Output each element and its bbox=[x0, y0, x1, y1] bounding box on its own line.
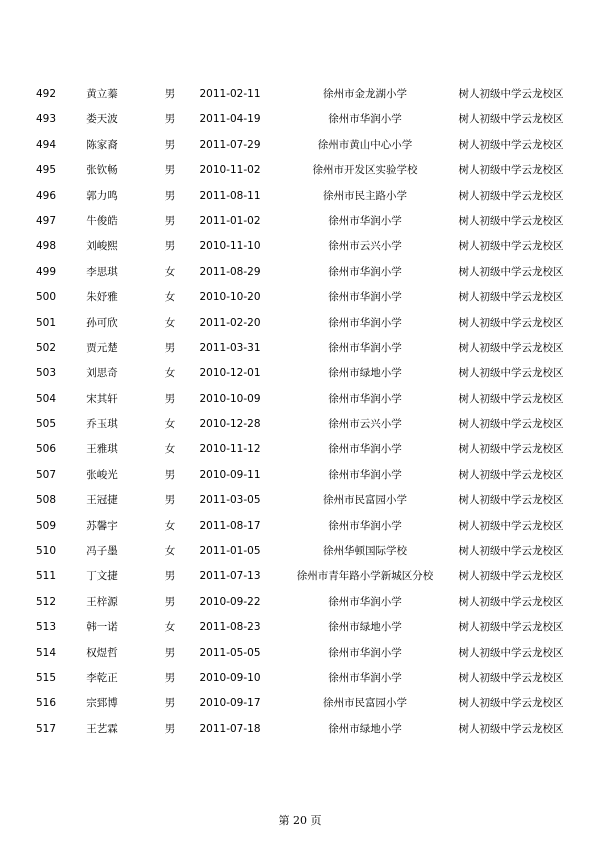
row-number: 517 bbox=[36, 722, 57, 735]
birth-date: 2011-01-02 bbox=[199, 214, 261, 227]
assigned-school: 树人初级中学云龙校区 bbox=[458, 341, 564, 354]
assigned-school: 树人初级中学云龙校区 bbox=[458, 595, 564, 608]
table-row bbox=[0, 717, 600, 742]
assigned-school: 树人初级中学云龙校区 bbox=[458, 545, 564, 558]
row-number: 515 bbox=[36, 671, 57, 684]
student-gender: 女 bbox=[164, 519, 176, 532]
row-number: 507 bbox=[36, 468, 57, 481]
birth-date: 2011-07-29 bbox=[199, 138, 261, 151]
primary-school: 徐州市华润小学 bbox=[328, 595, 402, 608]
birth-date: 2011-08-11 bbox=[199, 189, 261, 202]
student-gender: 女 bbox=[164, 443, 176, 456]
birth-date: 2010-11-02 bbox=[199, 164, 261, 177]
student-gender: 男 bbox=[164, 164, 176, 177]
table-row bbox=[0, 133, 600, 158]
birth-date: 2010-10-20 bbox=[199, 291, 261, 304]
table-row bbox=[0, 641, 600, 666]
row-number: 495 bbox=[36, 164, 57, 177]
student-name: 丁文捷 bbox=[86, 570, 118, 583]
row-number: 506 bbox=[36, 443, 57, 456]
primary-school: 徐州市华润小学 bbox=[328, 519, 402, 532]
student-gender: 女 bbox=[164, 291, 176, 304]
student-gender: 女 bbox=[164, 316, 176, 329]
row-number: 500 bbox=[36, 291, 57, 304]
assigned-school: 树人初级中学云龙校区 bbox=[458, 291, 564, 304]
row-number: 516 bbox=[36, 697, 57, 710]
student-name: 牛俊皓 bbox=[86, 214, 118, 227]
row-number: 510 bbox=[36, 545, 57, 558]
assigned-school: 树人初级中学云龙校区 bbox=[458, 697, 564, 710]
birth-date: 2011-04-19 bbox=[199, 113, 261, 126]
birth-date: 2010-11-10 bbox=[199, 240, 261, 253]
birth-date: 2011-01-05 bbox=[199, 545, 261, 558]
student-name: 韩一诺 bbox=[86, 621, 118, 634]
table-row bbox=[0, 412, 600, 437]
row-number: 508 bbox=[36, 494, 57, 507]
birth-date: 2011-08-29 bbox=[199, 265, 261, 278]
assigned-school: 树人初级中学云龙校区 bbox=[458, 443, 564, 456]
student-gender: 男 bbox=[164, 392, 176, 405]
student-name: 孙可欣 bbox=[86, 316, 118, 329]
student-name: 黄立蓁 bbox=[86, 88, 118, 100]
assigned-school: 树人初级中学云龙校区 bbox=[458, 240, 564, 253]
student-gender: 男 bbox=[164, 595, 176, 608]
primary-school: 徐州市金龙湖小学 bbox=[323, 88, 407, 100]
primary-school: 徐州市开发区实验学校 bbox=[312, 164, 418, 177]
table-row bbox=[0, 539, 600, 564]
primary-school: 徐州市华润小学 bbox=[328, 392, 402, 405]
student-gender: 男 bbox=[164, 697, 176, 710]
row-number: 496 bbox=[36, 189, 57, 202]
student-gender: 男 bbox=[164, 570, 176, 583]
assigned-school: 树人初级中学云龙校区 bbox=[458, 214, 564, 227]
table-row bbox=[0, 615, 600, 640]
row-number: 497 bbox=[36, 214, 57, 227]
row-number: 509 bbox=[36, 519, 57, 532]
birth-date: 2011-03-05 bbox=[199, 494, 261, 507]
birth-date: 2011-08-23 bbox=[199, 621, 261, 634]
student-name: 郭力鸣 bbox=[86, 189, 118, 202]
assigned-school: 树人初级中学云龙校区 bbox=[458, 722, 564, 735]
page-number: 第 20 页 bbox=[278, 814, 322, 827]
primary-school: 徐州市青年路小学新城区分校 bbox=[296, 570, 434, 583]
table-row bbox=[0, 691, 600, 716]
birth-date: 2010-09-22 bbox=[199, 595, 261, 608]
row-number: 512 bbox=[36, 595, 57, 608]
primary-school: 徐州市华润小学 bbox=[328, 214, 402, 227]
birth-date: 2011-07-18 bbox=[199, 722, 261, 735]
birth-date: 2011-07-13 bbox=[199, 570, 261, 583]
row-number: 504 bbox=[36, 392, 57, 405]
student-name: 张峻光 bbox=[86, 468, 118, 481]
table-row bbox=[0, 285, 600, 310]
student-gender: 女 bbox=[164, 367, 176, 380]
table-row bbox=[0, 666, 600, 691]
primary-school: 徐州华顿国际学校 bbox=[323, 545, 407, 558]
student-name: 王梓源 bbox=[86, 595, 118, 608]
student-name: 李思琪 bbox=[86, 265, 118, 278]
table-row bbox=[0, 158, 600, 183]
assigned-school: 树人初级中学云龙校区 bbox=[458, 468, 564, 481]
table-row bbox=[0, 361, 600, 386]
student-name: 陈家裔 bbox=[86, 138, 118, 151]
birth-date: 2011-08-17 bbox=[199, 519, 261, 532]
primary-school: 徐州市绿地小学 bbox=[328, 367, 402, 380]
student-name: 贾元楚 bbox=[86, 341, 118, 354]
primary-school: 徐州市华润小学 bbox=[328, 113, 402, 126]
row-number: 514 bbox=[36, 646, 57, 659]
table-row bbox=[0, 463, 600, 488]
primary-school: 徐州市华润小学 bbox=[328, 265, 402, 278]
birth-date: 2011-02-20 bbox=[199, 316, 261, 329]
student-list bbox=[0, 82, 600, 742]
row-number: 502 bbox=[36, 341, 57, 354]
student-name: 刘思奇 bbox=[86, 367, 118, 380]
birth-date: 2010-11-12 bbox=[199, 443, 261, 456]
assigned-school: 树人初级中学云龙校区 bbox=[458, 570, 564, 583]
student-name: 王艺霖 bbox=[86, 722, 118, 735]
table-row bbox=[0, 82, 600, 107]
table-row bbox=[0, 437, 600, 462]
student-gender: 男 bbox=[164, 646, 176, 659]
primary-school: 徐州市华润小学 bbox=[328, 341, 402, 354]
row-number: 492 bbox=[36, 88, 57, 100]
student-name: 张钦畅 bbox=[86, 164, 118, 177]
table-row bbox=[0, 234, 600, 259]
student-gender: 男 bbox=[164, 722, 176, 735]
table-row bbox=[0, 387, 600, 412]
row-number: 499 bbox=[36, 265, 57, 278]
student-name: 冯子墨 bbox=[86, 545, 118, 558]
student-gender: 女 bbox=[164, 418, 176, 431]
birth-date: 2011-05-05 bbox=[199, 646, 261, 659]
birth-date: 2010-09-11 bbox=[199, 468, 261, 481]
primary-school: 徐州市黄山中心小学 bbox=[317, 138, 413, 151]
student-gender: 男 bbox=[164, 113, 176, 126]
assigned-school: 树人初级中学云龙校区 bbox=[458, 392, 564, 405]
assigned-school: 树人初级中学云龙校区 bbox=[458, 418, 564, 431]
row-number: 511 bbox=[36, 570, 57, 583]
assigned-school: 树人初级中学云龙校区 bbox=[458, 494, 564, 507]
assigned-school: 树人初级中学云龙校区 bbox=[458, 189, 564, 202]
student-gender: 男 bbox=[164, 214, 176, 227]
student-name: 宗郅博 bbox=[86, 697, 118, 710]
primary-school: 徐州市云兴小学 bbox=[328, 240, 402, 253]
birth-date: 2010-09-17 bbox=[199, 697, 261, 710]
primary-school: 徐州市华润小学 bbox=[328, 671, 402, 684]
primary-school: 徐州市华润小学 bbox=[328, 646, 402, 659]
primary-school: 徐州市华润小学 bbox=[328, 443, 402, 456]
assigned-school: 树人初级中学云龙校区 bbox=[458, 646, 564, 659]
assigned-school: 树人初级中学云龙校区 bbox=[458, 265, 564, 278]
student-name: 乔玉琪 bbox=[86, 418, 118, 431]
student-gender: 男 bbox=[164, 671, 176, 684]
birth-date: 2010-09-10 bbox=[199, 671, 261, 684]
assigned-school: 树人初级中学云龙校区 bbox=[458, 138, 564, 151]
row-number: 501 bbox=[36, 316, 57, 329]
table-row bbox=[0, 564, 600, 589]
row-number: 503 bbox=[36, 367, 57, 380]
birth-date: 2011-03-31 bbox=[199, 341, 261, 354]
table-row bbox=[0, 184, 600, 209]
row-number: 505 bbox=[36, 418, 57, 431]
birth-date: 2010-10-09 bbox=[199, 392, 261, 405]
student-gender: 女 bbox=[164, 545, 176, 558]
table-row bbox=[0, 514, 600, 539]
student-gender: 男 bbox=[164, 494, 176, 507]
table-row bbox=[0, 107, 600, 132]
student-name: 王雅琪 bbox=[86, 443, 118, 456]
assigned-school: 树人初级中学云龙校区 bbox=[458, 671, 564, 684]
student-gender: 男 bbox=[164, 341, 176, 354]
student-gender: 男 bbox=[164, 189, 176, 202]
student-name: 李乾正 bbox=[86, 671, 118, 684]
table-row bbox=[0, 311, 600, 336]
student-gender: 男 bbox=[164, 468, 176, 481]
assigned-school: 树人初级中学云龙校区 bbox=[458, 621, 564, 634]
table-row bbox=[0, 590, 600, 615]
assigned-school: 树人初级中学云龙校区 bbox=[458, 316, 564, 329]
table-row bbox=[0, 488, 600, 513]
student-name: 刘峻熙 bbox=[86, 240, 118, 253]
primary-school: 徐州市云兴小学 bbox=[328, 418, 402, 431]
primary-school: 徐州市华润小学 bbox=[328, 291, 402, 304]
assigned-school: 树人初级中学云龙校区 bbox=[458, 367, 564, 380]
table-row bbox=[0, 260, 600, 285]
birth-date: 2010-12-01 bbox=[199, 367, 261, 380]
primary-school: 徐州市民富园小学 bbox=[323, 494, 407, 507]
student-name: 权煜哲 bbox=[86, 646, 118, 659]
student-gender: 女 bbox=[164, 621, 176, 634]
student-gender: 女 bbox=[164, 265, 176, 278]
primary-school: 徐州市绿地小学 bbox=[328, 722, 402, 735]
assigned-school: 树人初级中学云龙校区 bbox=[458, 113, 564, 126]
assigned-school: 树人初级中学云龙校区 bbox=[458, 519, 564, 532]
birth-date: 2010-12-28 bbox=[199, 418, 261, 431]
row-number: 494 bbox=[36, 138, 57, 151]
student-name: 宋其轩 bbox=[86, 392, 118, 405]
birth-date: 2011-02-11 bbox=[199, 88, 261, 100]
row-number: 493 bbox=[36, 113, 57, 126]
primary-school: 徐州市绿地小学 bbox=[328, 621, 402, 634]
table-row bbox=[0, 209, 600, 234]
primary-school: 徐州市华润小学 bbox=[328, 316, 402, 329]
student-gender: 男 bbox=[164, 240, 176, 253]
row-number: 498 bbox=[36, 240, 57, 253]
student-gender: 男 bbox=[164, 138, 176, 151]
student-name: 王冠捷 bbox=[86, 494, 118, 507]
student-name: 苏馨宇 bbox=[86, 519, 118, 532]
student-name: 娄天波 bbox=[86, 113, 118, 126]
primary-school: 徐州市民富园小学 bbox=[323, 697, 407, 710]
assigned-school: 树人初级中学云龙校区 bbox=[458, 88, 564, 100]
primary-school: 徐州市民主路小学 bbox=[323, 189, 407, 202]
table-row bbox=[0, 336, 600, 361]
primary-school: 徐州市华润小学 bbox=[328, 468, 402, 481]
student-name: 朱妤雅 bbox=[86, 291, 118, 304]
student-gender: 男 bbox=[164, 88, 176, 100]
assigned-school: 树人初级中学云龙校区 bbox=[458, 164, 564, 177]
row-number: 513 bbox=[36, 621, 57, 634]
